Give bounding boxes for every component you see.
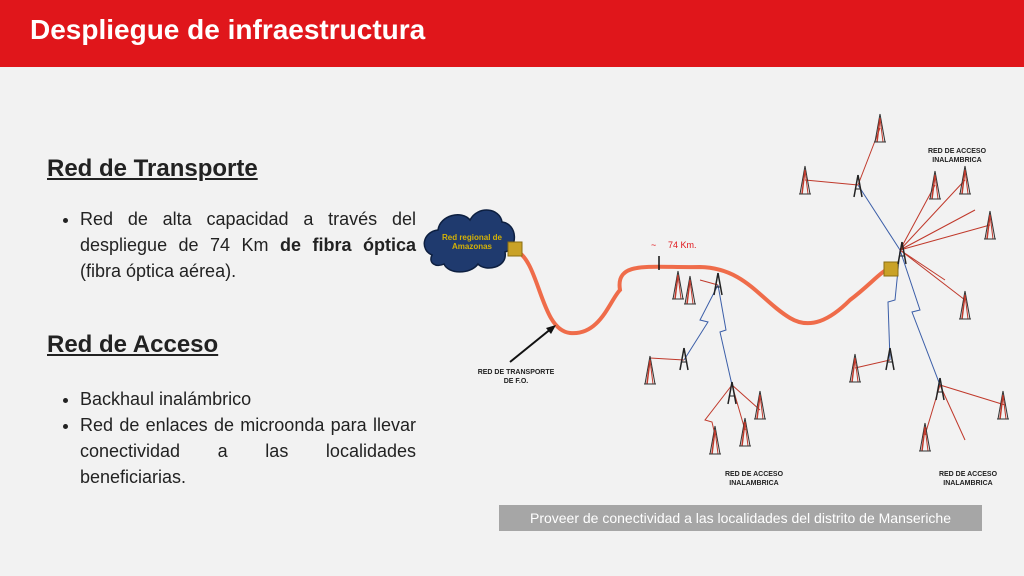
transport-bullet-bold: de fibra óptica	[280, 235, 416, 255]
page-title: Despliegue de infraestructura	[30, 14, 426, 45]
transport-bullet-text: Red de alta capacidad a través del despliegue de 74 Km	[80, 209, 416, 255]
node-destination	[884, 262, 898, 276]
access-label-right-line1: RED DE ACCESO	[938, 471, 998, 478]
tower-icons	[644, 114, 1009, 454]
transport-bullet-end: (fibra óptica aérea).	[80, 261, 237, 281]
access-label-right	[922, 470, 1014, 488]
transport-label	[470, 368, 562, 386]
distance-prefix: ~	[651, 240, 657, 250]
transport-title: Red de Transporte	[47, 155, 258, 182]
arrow-line	[510, 328, 552, 362]
access-bullet-2: • Red de enlaces de microonda para llevar conectividad a las localidades beneficiarias.	[80, 412, 416, 490]
access-label-center	[708, 470, 800, 488]
access-label-top	[912, 147, 1002, 165]
distance-label: 74 Km.	[668, 240, 697, 250]
access-label-center-line2: INALAMBRICA	[729, 480, 779, 487]
access-bullet-1: • Backhaul inalámbrico	[80, 386, 416, 412]
access-label-top-line2: INALAMBRICA	[932, 157, 982, 164]
access-label-top-line1: RED DE ACCESO	[927, 148, 987, 155]
transport-label-line2: DE F.O.	[503, 378, 529, 385]
access-title: Red de Acceso	[47, 331, 219, 358]
caption-banner: Proveer de conectividad a las localidades del distrito de Manseriche	[499, 505, 982, 531]
transport-label-line1: RED DE TRANSPORTE	[477, 369, 555, 376]
wireless-links	[650, 128, 1005, 440]
cloud-label: Red regional de Amazonas	[441, 233, 502, 251]
access-label-center-line1: RED DE ACCESO	[724, 471, 784, 478]
node-origin	[508, 242, 522, 256]
access-label-right-line2: INALAMBRICA	[943, 480, 993, 487]
